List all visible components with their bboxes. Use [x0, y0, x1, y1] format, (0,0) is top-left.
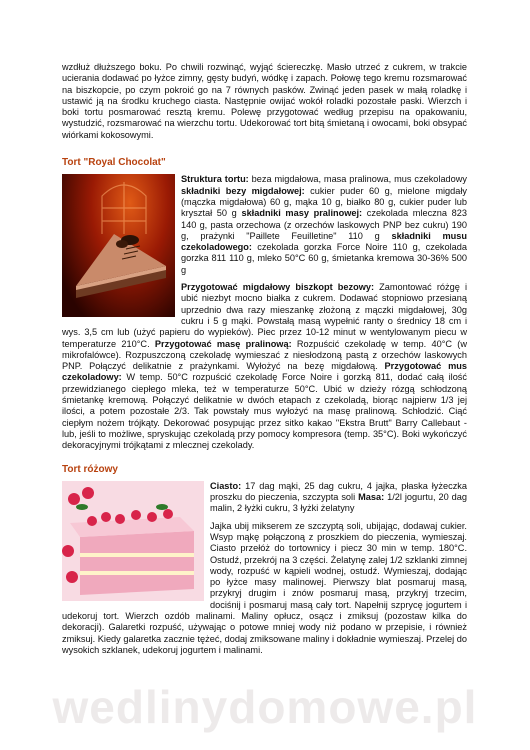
pink-cake-illustration — [62, 481, 204, 601]
bold-run: składniki masy pralinowej: — [241, 208, 363, 219]
text-run: czekolada mleczna 823 140 g, pasta orzechowa (z orzechów laskowych PNP bez cukru) 190 g, prażynki "Paillete Feuilletine" 110 g — [181, 208, 467, 241]
text-run: W temp. 50°C rozpuścić czekoladę Force Noire i gorzką 811, dodać całą ilość przewidzianego ciepłego mleka, też w temperaturze 50°C. Ubić w dzieży rózgą schłodzoną śmietankę kremową. Połączyć delikatnie w dwóch etapach z czekoladą, biorąc najpierw 1/3 jej ilości, a potem pozostałe 2/3. Tak powstały mus wyłożyć na masę pralinową. Schłodzić. Ciąć ciepłym nożem trójkąty. Dekorować posypując przez sitko kakao "Ekstra Brutt" Barry Callebaut - lub, jeśli to możliwe, spryskując czekoladą przy pomocy kompresora (temp. 35°C). Boki wykończyć dekoracyjnymi trójkątami z mlecznej czekolady. — [62, 372, 467, 451]
watermark-logo: wedlinydomowe.pl — [52, 681, 478, 733]
recipe-royal-chocolat — [62, 174, 467, 451]
bold-run: składniki bezy migdałowej: — [181, 185, 305, 196]
bold-run: Struktura tortu: — [181, 174, 249, 185]
recipe-tort-rozowy — [62, 481, 467, 656]
bold-run: Przygotować mus czekoladowy: — [62, 361, 467, 383]
text-run: Jajka ubij mikserem ze szczyptą soli, ubijając, dodawaj cukier. Wsyp mąkę połączoną z proszkiem do pieczenia, wymieszaj. Ciasto przełóż do tortownicy i piecz 30 min w temp. 180°C. Ostudź, przekrój na 3 części. Żelatynę zalej 1/2 szklanki zimnej wody, rozpuść w kąpieli wodnej, ostudź. Wymieszaj, dodając po łyżce masy malinowej. Pierwszy blat posmaruj masą, przykryj drugim i znów posmaruj masą, przykryj trzecim, dociśnij i posmaruj masą cały tort. Napełnij szprycę jogurtem i udekoruj tort. Wierzch ozdób malinami. Maliny opłucz, osącz i zmiksuj (pozostaw kilka do dekoracji). Galaretki rozpuść, używając o potowe mniej wody niż podano w przepisie, i również zmiksuj. Kiedy galaretka zacznie tężeć, dodaj zmiksowane maliny i dokładnie wymieszaj. Przelej do wysokich szklanek, udekoruj jogurtem i malinami. — [62, 520, 467, 655]
chocolate-cake-illustration — [62, 174, 175, 317]
text-run: czekolada gorzka Force Noire 110 g, czekolada gorzka 811 110 g, mleko 50°C 60 g, śmietanka kremowa 30-36% 500 g — [181, 242, 467, 275]
recipe-title-tort-rozowy: Tort różowy — [62, 463, 118, 475]
intro-paragraph: wzdłuż dłuższego boku. Po chwili rozwinąć, wyjąć ściereczkę. Masło utrzeć z cukrem, w trakcie ucierania dodawać po łyżce zimny, gęsty budyń, wódkę i zapach. Połowę tego kremu rozsmarować na biszkopcie, po czym pokroić go na 7 równych pasków. Zwinąć jeden pasek w małą roladkę i ustawić ją na środku kruchego ciasta. Następnie owijać wokół roladki pozostałe paski. Wierzch i boki tortu posmarować resztą kremu. Polewę przygotować według przepisu na opakowaniu, wystudzić, rozsmarować na wierzchu tortu. Udekorować tort bitą śmietaną i owocami, boki obsypać wiórkami kokosowymi. — [62, 62, 467, 140]
chocolate-cake-photo — [62, 174, 175, 317]
recipe-title-royal-chocolat: Tort "Royal Chocolat" — [62, 157, 166, 169]
pink-raspberry-cake-photo — [62, 481, 204, 601]
bold-run: Masa: — [358, 492, 385, 503]
text-run: beza migdałowa, masa pralinowa, mus czekoladowy — [248, 174, 467, 185]
text-run: cukier puder 60 g, mielone migdały (mączka migdałowa) 60 g, mąka 10 g, białko 80 g, cukier puder lub kryształ 50 g — [181, 185, 467, 219]
bold-run: Ciasto: — [210, 480, 242, 491]
text-run: Rozpuścić czekoladę w temp. 40°C (w mikrofalówce). Rozpuszczoną czekoladę wymieszać z niesłodzoną pastą z orzechów laskowych PNP. Połączyć delikatnie z prażynkami. Wyłożyć na bezę migdałową. — [62, 338, 467, 372]
document-page — [62, 62, 467, 656]
bold-run: składniki musu czekoladowego: — [181, 230, 467, 253]
bold-run: Przygotować migdałowy biszkopt bezowy: — [181, 282, 375, 293]
bold-run: Przygotować masę pralinową: — [154, 338, 292, 349]
text-run: 17 dag mąki, 25 dag cukru, 4 jajka, płaska łyżeczka proszku do pieczenia, szczypta soli — [210, 480, 467, 503]
text-run: 1/2l jogurtu, 20 dag malin, 2 łyżki cukru, 3 łyżki żelatyny — [210, 492, 467, 514]
text-run: Zamontować różgę i ubić niezbyt mocno białka z cukrem. Dodawać stopniowo przesianą uprzednio dwa razy mieszankę złożoną z mączki migdałowej, 30g cukru i 5 g mąki. Powstałą masą wypełnić ranty o średnicy 18 cm i wys. 3,5 cm lub (użyć papieru do wypieków). Piec przez 10-12 minut w wentylowanym piecu w temperaturze 210°C. — [62, 282, 467, 349]
